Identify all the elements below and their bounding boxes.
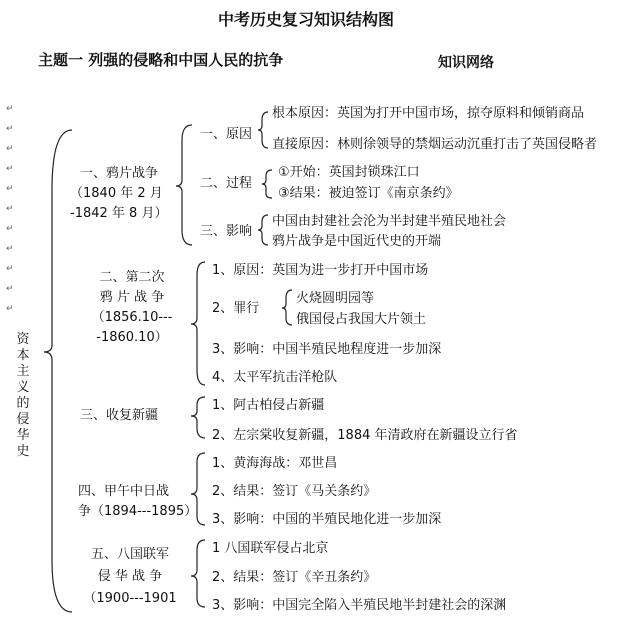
margin-marker: ↵ [6, 284, 14, 294]
margin-marker: ↵ [6, 184, 14, 194]
opium-impact-1: 中国由封建社会沦为半封建半殖民地社会 [272, 214, 507, 229]
second-opium-taiping: 4、太平军抗击洋枪队 [212, 370, 338, 385]
opium-impact-2: 鸦片战争是中国近代史的开端 [272, 234, 442, 249]
sino-japanese-title: 四、甲午中日战 [78, 484, 170, 499]
second-opium-title: 二、第二次 [99, 270, 165, 285]
margin-marker: ↵ [6, 144, 14, 154]
eight-nation-title: 侵 华 战 争 [97, 569, 163, 584]
root-label: 资 本 主 义 的 侵 华 史 [16, 332, 30, 459]
opium-process-start: ①开始：英国封锁珠江口 [278, 165, 420, 180]
opium-root-cause: 根本原因：英国为打开中国市场，掠夺原料和倾销商品 [272, 106, 585, 121]
margin-marker: ↵ [6, 124, 14, 134]
margin-marker: ↵ [6, 164, 14, 174]
opium-process-label: 二、过程 [200, 176, 253, 191]
page-title: 中考历史复习知识结构图 [218, 10, 395, 29]
root-brace [44, 130, 72, 612]
opium-direct-cause: 直接原因：林则徐领导的禁烟运动沉重打击了英国侵略者 [272, 137, 598, 152]
second-opium-title: 鸦 片 战 争 [99, 290, 165, 305]
second-opium-crime-2: 俄国侵占我国大片领土 [296, 312, 427, 327]
topic-subtitle: 主题一 列强的侵略和中国人民的抗争 [38, 51, 284, 69]
crime-brace [282, 290, 292, 325]
xinjiang-item-1: 1、阿古柏侵占新疆 [212, 398, 325, 413]
xinjiang-item-2: 2、左宗棠收复新疆，1884 年清政府在新疆设立行省 [212, 428, 518, 443]
eight-nation-item-3: 3、影响：中国完全陷入半殖民地半封建社会的深渊 [212, 598, 507, 613]
sino-japanese-item-1: 1、黄海海战：邓世昌 [212, 456, 338, 471]
margin-marker: ↵ [6, 104, 14, 114]
eight-nation-item-1: 1 八国联军侵占北京 [212, 541, 329, 556]
opium-brace [176, 125, 192, 245]
opium-war-title: 一、鸦片战争 [80, 166, 159, 181]
knowledge-network-label: 知识网络 [438, 55, 494, 71]
opium-process-result: ③结果：被迫签订《南京条约》 [278, 186, 459, 201]
second-opium-impact: 3、影响：中国半殖民地程度进一步加深 [212, 342, 442, 357]
sino-japanese-item-3: 3、影响：中国的半殖民地化进一步加深 [212, 512, 442, 527]
second-opium-cause: 1、原因：英国为进一步打开中国市场 [212, 263, 429, 278]
second-opium-crime-label: 2、罪行 [212, 301, 260, 316]
opium-impact-label: 三、影响 [200, 224, 253, 239]
impact-brace [258, 215, 268, 245]
opium-war-dates: （1840 年 2 月 [70, 186, 163, 201]
second-opium-dates: （1856.10--- [91, 310, 173, 325]
sino-japanese-item-2: 2、结果：签订《马关条约》 [212, 484, 377, 499]
xinjiang-title: 三、收复新疆 [80, 408, 159, 423]
opium-war-dates: -1842 年 8 月） [70, 206, 168, 221]
sino-japanese-dates: 争（1894---1895） [78, 504, 198, 519]
opium-cause-label: 一、原因 [200, 127, 253, 142]
second-opium-crime-1: 火烧圆明园等 [296, 291, 375, 306]
margin-marker: ↵ [6, 224, 14, 234]
eight-nation-dates: （1900---1901 [83, 591, 177, 606]
second-opium-brace [191, 262, 205, 385]
second-opium-dates: -1860.10） [96, 330, 168, 345]
process-brace [262, 170, 272, 198]
margin-marker: ↵ [6, 204, 14, 214]
eight-nation-item-2: 2、结果：签订《辛丑条约》 [212, 570, 377, 585]
eight-nation-brace [191, 540, 205, 607]
margin-marker: ↵ [6, 244, 14, 254]
cause-brace [258, 112, 268, 148]
xinjiang-brace [191, 397, 205, 438]
margin-marker: ↵ [6, 264, 14, 274]
eight-nation-title: 五、八国联军 [90, 547, 169, 562]
margin-marker: ↵ [6, 304, 14, 314]
